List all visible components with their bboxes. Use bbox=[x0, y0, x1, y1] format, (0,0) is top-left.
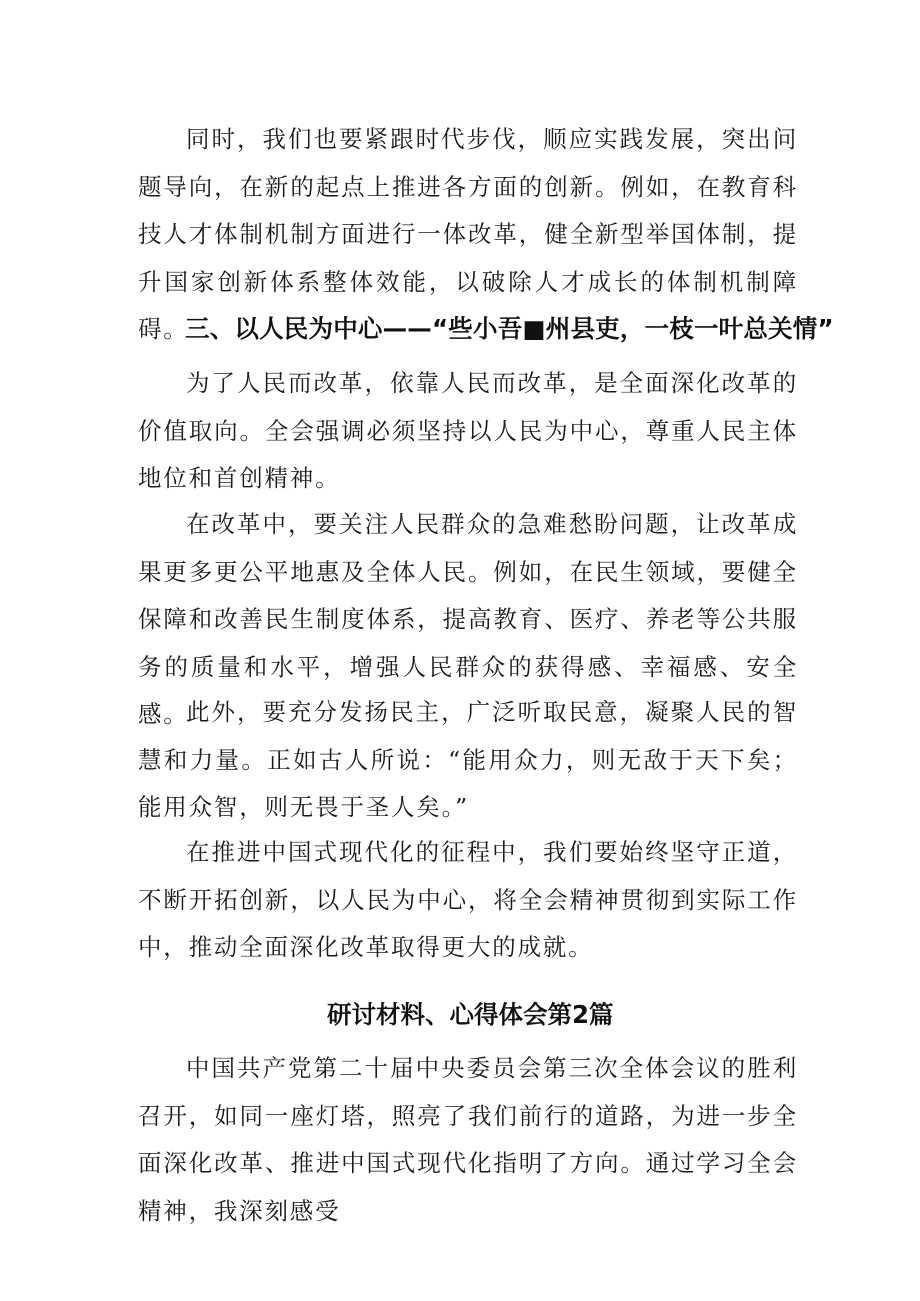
body-paragraph: 为了人民而改革，依靠人民而改革，是全面深化改革的价值取向。全会强调必须坚持以人民为中心，尊重人民主体地位和首创精神。 bbox=[138, 369, 798, 492]
body-paragraph: 在推进中国式现代化的征程中，我们要始终坚守正道，不断开拓创新，以人民为中心，将全会精神贯彻到实际工作中，推动全面深化改革取得更大的成就。 bbox=[138, 838, 798, 961]
body-paragraph: 同时，我们也要紧跟时代步伐，顺应实践发展，突出问题导向，在新的起点上推进各方面的创新。例如，在教育科技人才体制机制方面进行一体改革，健全新型举国体制，提升国家创新体系整体效能，以破除人才成长的体制机制障碍。 bbox=[138, 125, 798, 343]
body-paragraph: 在改革中，要关注人民群众的急难愁盼问题，让改革成果更多更公平地惠及全体人民。例如，在民生领域，要健全保障和改善民生制度体系，提高教育、医疗、养老等公共服务的质量和水平，增强人民群众的获得感、幸福感、安全感。 bbox=[138, 510, 798, 728]
body-paragraph: 此外，要充分发扬民主，广泛听取民意，凝聚人民的智慧和力量。正如古人所说：“能用众力，则无敌于天下矣；能用众智，则无畏于圣人矣。” bbox=[138, 698, 798, 821]
article-title: 研讨材料、心得体会第2篇 bbox=[327, 1000, 614, 1029]
body-paragraph: 中国共产党第二十届中央委员会第三次全体会议的胜利召开，如同一座灯塔，照亮了我们前行的道路，为进一步全面深化改革、推进中国式现代化指明了方向。通过学习全会精神，我深刻感受 bbox=[138, 1054, 798, 1225]
section-heading: 三、以人民为中心——“些小吾■州县吏，一枝一叶总关情” bbox=[185, 314, 834, 343]
